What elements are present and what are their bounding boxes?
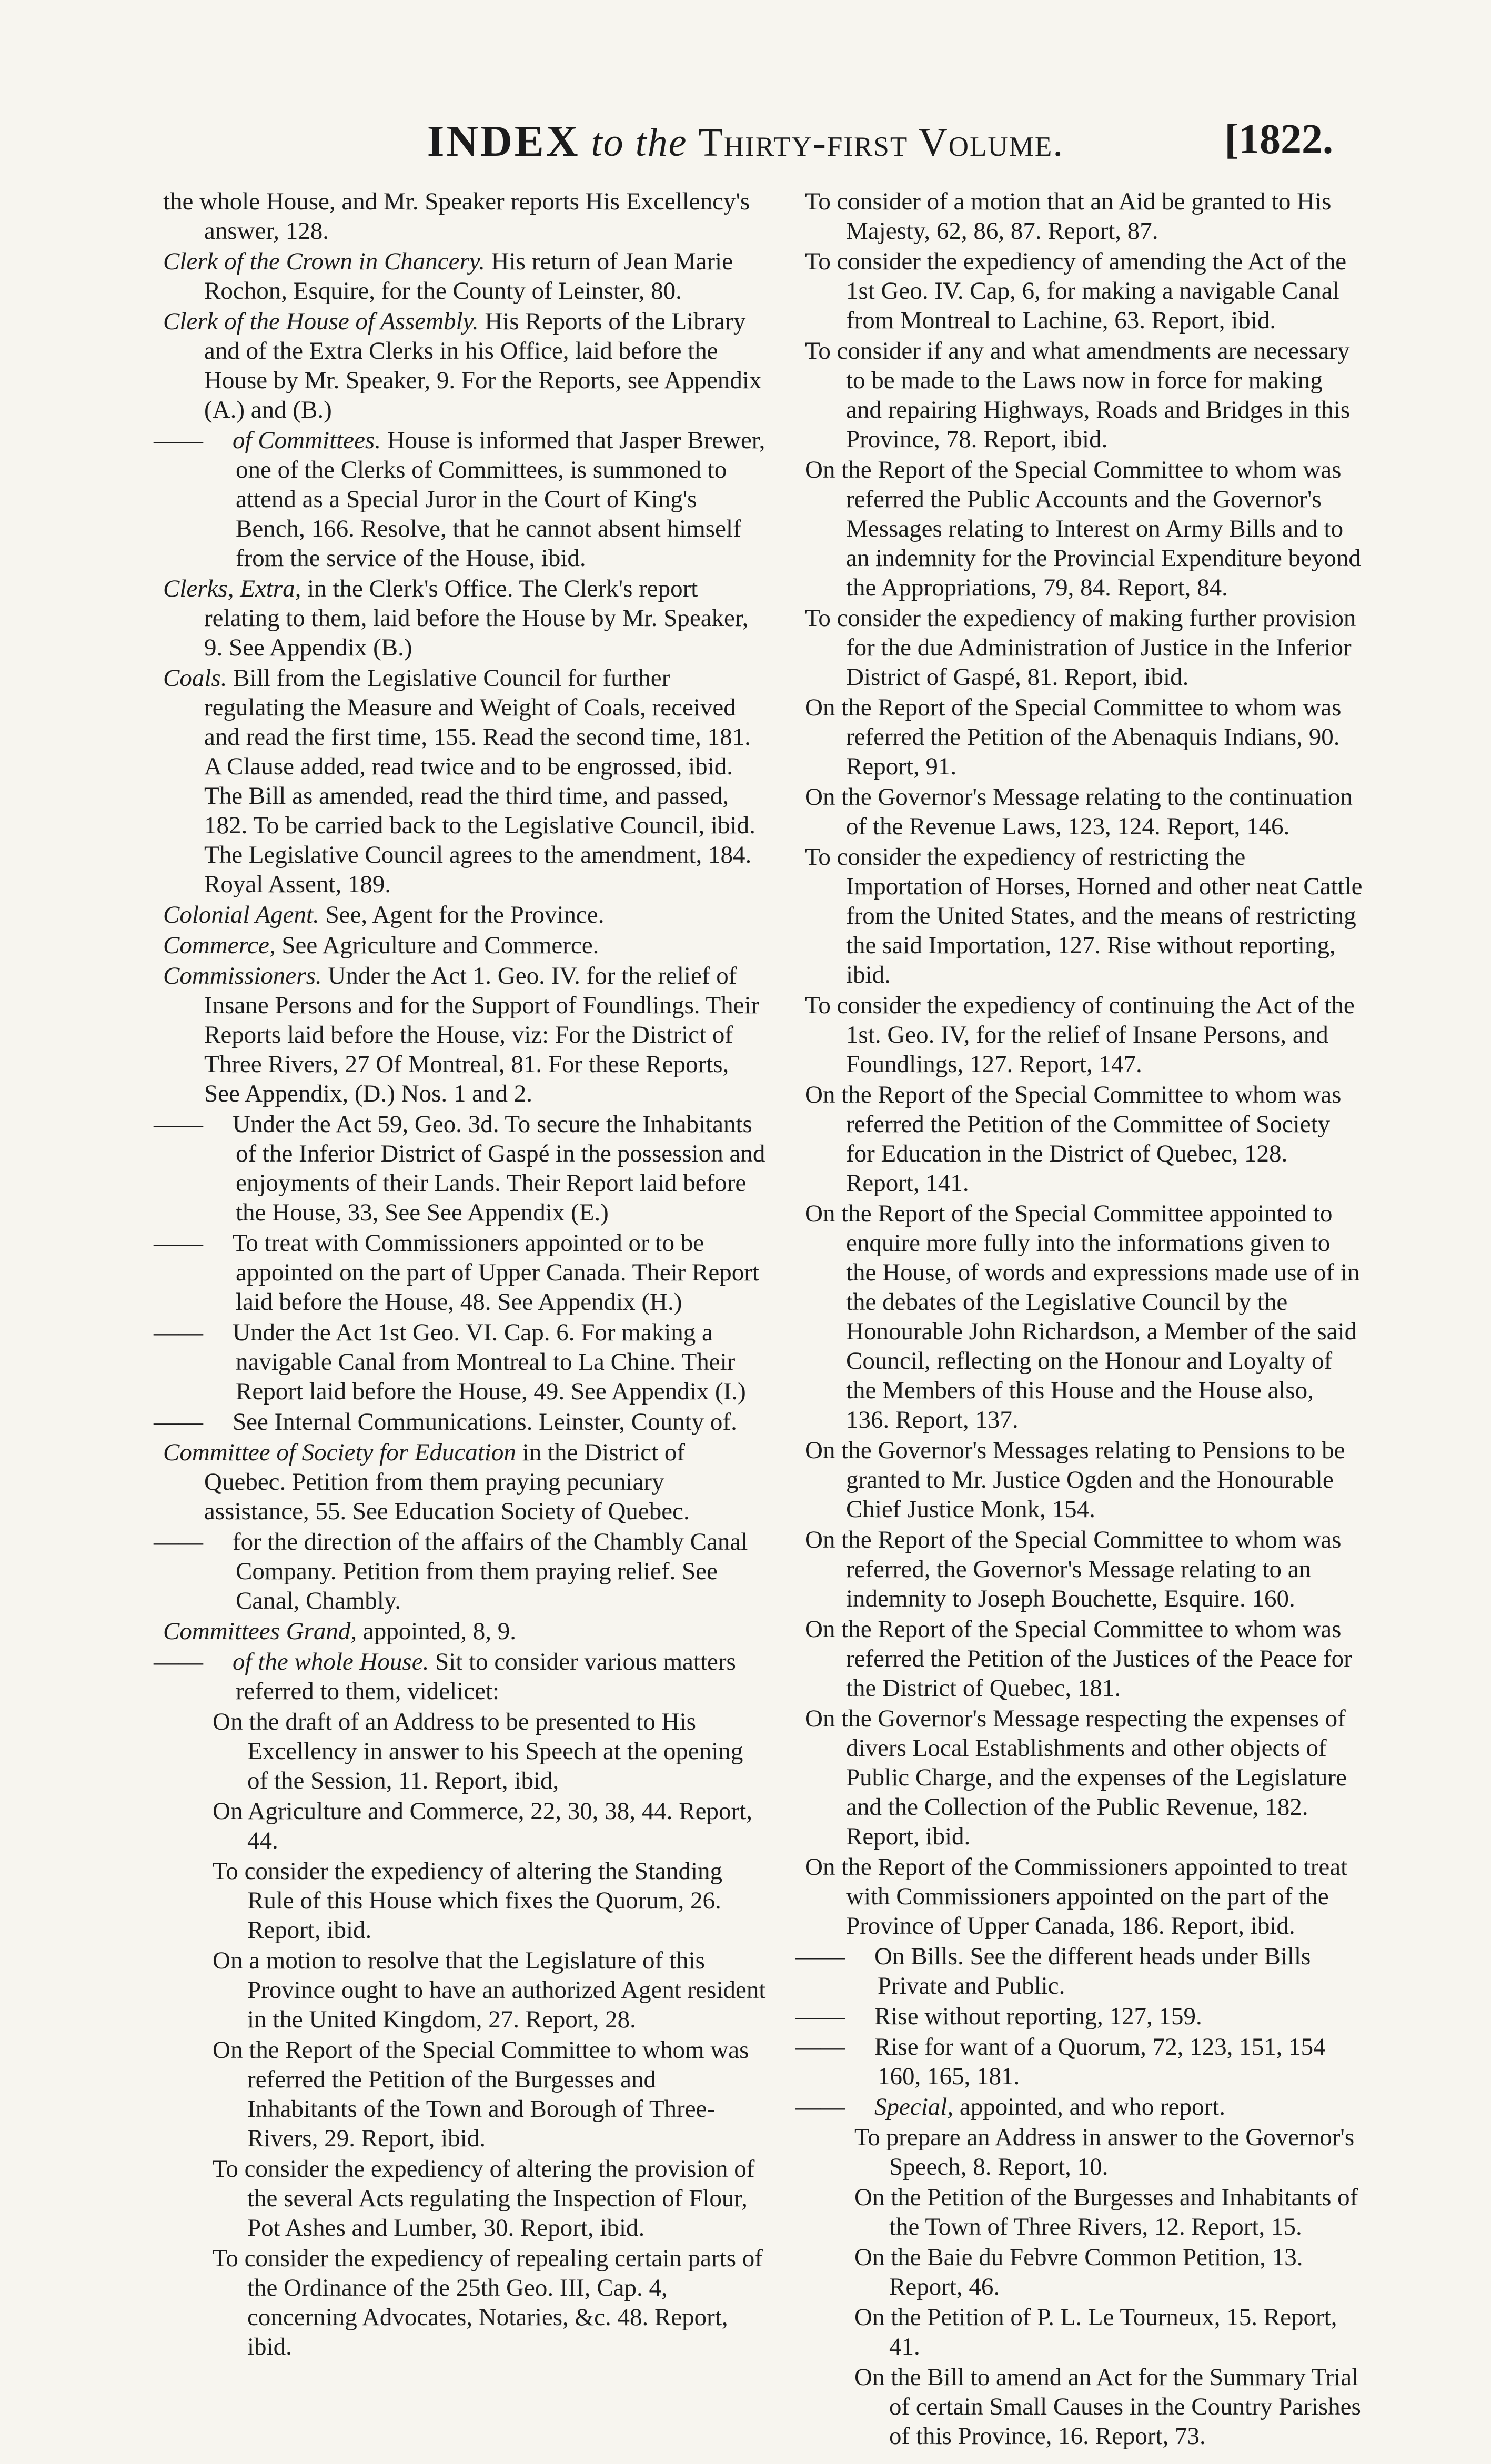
index-entry <box>163 1617 768 1646</box>
index-entry <box>805 603 1363 692</box>
entry-heading: Committees Grand, <box>163 1618 357 1645</box>
index-entry <box>805 247 1363 335</box>
entry-text: On the Governor's Messages relating to Pensions to be granted to Mr. Justice Ogden and the Honourable Chief Justice Monk, 154. <box>805 1437 1345 1523</box>
entry-text: On Bills. See the different heads under Bills Private and Public. <box>874 1943 1311 2000</box>
entry-dash: —— <box>154 1528 203 1556</box>
title-to-the: to the <box>591 120 688 165</box>
entry-heading: Clerks, Extra, <box>163 575 301 602</box>
index-entry <box>154 1527 768 1615</box>
index-entry <box>163 663 768 899</box>
index-entry <box>805 1704 1363 1851</box>
entry-text: On the Report of the Special Committee to whom was referred the Petition of the Committee of Society for Education in the District of Quebec, 128. Report, 141. <box>805 1081 1342 1197</box>
index-entry <box>805 2303 1363 2361</box>
index-entry <box>805 991 1363 1079</box>
entry-text: To consider the expediency of altering the Standing Rule of this House which fixes the Quorum, 26. Report, ibid. <box>213 1857 723 1944</box>
index-entry <box>795 2092 1363 2122</box>
entry-text: To consider if any and what amendments are necessary to be made to the Laws now in force for making and repairing Highways, Roads and Bridges in this Province, 78. Report, ibid. <box>805 337 1351 453</box>
entry-text: On the Governor's Message relating to the continuation of the Revenue Laws, 123, 124. Report, 146. <box>805 783 1353 840</box>
entry-dash: —— <box>154 427 203 454</box>
index-entry <box>163 2035 768 2153</box>
entry-heading: Special, <box>874 2093 954 2120</box>
entry-text: On the Governor's Message respecting the expenses of divers Local Establishments and other objects of Public Charge, and the expenses of the Legislature and the Collection of the Public Revenue, 182. Report, ibid. <box>805 1705 1347 1850</box>
index-entry <box>163 1946 768 2034</box>
entry-text: On the Report of the Special Committee to whom was referred the Petition of the Abenaquis Indians, 90. Report, 91. <box>805 694 1342 780</box>
entry-text: On Agriculture and Commerce, 22, 30, 38, 44. Report, 44. <box>213 1797 752 1854</box>
entry-dash: —— <box>795 2033 845 2061</box>
entry-text: His return of Jean Marie Rochon, Esquire, for the County of Leinster, 80. <box>204 248 733 305</box>
index-entry <box>163 1856 768 1945</box>
index-entry <box>805 1525 1363 1613</box>
entry-text: Rise for want of a Quorum, 72, 123, 151, 154 160, 165, 181. <box>874 2033 1326 2090</box>
index-entry <box>805 2362 1363 2451</box>
index-entry <box>163 307 768 425</box>
index-entry <box>805 187 1363 246</box>
entry-heading: Committee of Society for Education <box>163 1439 516 1466</box>
entry-dash: —— <box>795 2093 845 2120</box>
index-entry <box>154 1407 768 1437</box>
index-entry <box>163 247 768 306</box>
index-entry <box>805 1080 1363 1198</box>
entry-text: Under the Act 1. Geo. IV. for the relief of Insane Persons and for the Support of Foundlings. Their Reports laid before the House, viz: For the District of Three Rivers, 27 Of Montreal, 81. For these Reports, See Appendix, (D.) Nos. 1 and 2. <box>204 962 760 1107</box>
index-entry <box>163 1796 768 1855</box>
index-entry <box>805 2243 1363 2301</box>
index-entry <box>154 1228 768 1317</box>
index-entry <box>163 187 768 246</box>
entry-text: House is informed that Jasper Brewer, one of the Clerks of Committees, is summoned to attend as a Special Juror in the Court of King's Bench, 166. Resolve, that he cannot absent himself from the service of the House, ibid. <box>236 427 765 572</box>
index-entry <box>163 931 768 960</box>
right-column <box>795 187 1363 2452</box>
entry-dash: —— <box>795 1943 845 1970</box>
entry-dash: —— <box>154 1319 203 1346</box>
entry-text: To consider the expediency of continuing the Act of the 1st. Geo. IV, for the relief of Insane Persons, and Foundlings, 127. Report, 147. <box>805 992 1355 1078</box>
index-entry <box>795 2002 1363 2031</box>
index-entry <box>805 693 1363 781</box>
index-entry <box>795 2032 1363 2091</box>
entry-text: On the Report of the Commissioners appointed to treat with Commissioners appointed on the part of the Province of Upper Canada, 186. Report, ibid. <box>805 1853 1348 1940</box>
entry-text: On the draft of an Address to be presented to His Excellency in answer to his Speech at the opening of the Session, 11. Report, ibid, <box>213 1708 743 1794</box>
index-entry <box>163 1707 768 1795</box>
index-entry <box>805 455 1363 602</box>
entry-text: Under the Act 59, Geo. 3d. To secure the Inhabitants of the Inferior District of Gaspé in the possession and enjoyments of their Lands. Their Report laid before the House, 33, See See Appendix (E.) <box>233 1110 765 1226</box>
entry-text: Bill from the Legislative Council for further regulating the Measure and Weight of Coals, received and read the first time, 155. Read the second time, 181. A Clause added, read twice and to be engrossed, ibid. The Bill as amended, read the third time, and passed, 182. To be carried back to the Legislative Council, ibid. The Legislative Council agrees to the amendment, 184. Royal Assent, 189. <box>204 664 755 898</box>
index-entry <box>154 426 768 573</box>
entry-text: On the Report of the Special Committee to whom was referred the Petition of the Justices of the Peace for the District of Quebec, 181. <box>805 1615 1352 1702</box>
entry-text: Sit to consider various matters referred to them, videlicet: <box>236 1648 736 1705</box>
entry-heading: Clerk of the Crown in Chancery. <box>163 248 485 275</box>
entry-heading: Coals. <box>163 664 227 692</box>
index-entry <box>163 574 768 662</box>
entry-text: To consider the expediency of repealing certain parts of the Ordinance of the 25th Geo. III, Cap. 4, concerning Advocates, Notaries, &c. 48. Report, ibid. <box>213 2245 763 2360</box>
entry-heading: Colonial Agent. <box>163 901 319 928</box>
index-entry <box>805 1436 1363 1524</box>
entry-heading: Commissioners. <box>163 962 322 989</box>
entry-text: On the Baie du Febvre Common Petition, 13. Report, 46. <box>854 2244 1303 2300</box>
index-entry <box>805 1614 1363 1703</box>
entry-heading: Commerce, <box>163 932 276 959</box>
index-entry <box>163 900 768 930</box>
index-entry <box>154 1109 768 1227</box>
entry-text: On the Report of the Special Committee to whom was referred, the Governor's Message relating to an indemnity to Joseph Bouchette, Esquire. 160. <box>805 1526 1342 1612</box>
entry-dash: —— <box>795 2003 845 2030</box>
index-entry <box>805 336 1363 454</box>
title-volume: Thirty-first Volume. <box>698 120 1064 165</box>
index-entry <box>805 842 1363 989</box>
title-index: INDEX <box>427 117 580 166</box>
entry-text: On the Petition of P. L. Le Tourneux, 15. Report, 41. <box>854 2304 1337 2360</box>
entry-text: Under the Act 1st Geo. VI. Cap. 6. For making a navigable Canal from Montreal to La Chine. Their Report laid before the House, 49. See Appendix (I.) <box>233 1319 746 1405</box>
entry-text: To prepare an Address in answer to the Governor's Speech, 8. Report, 10. <box>854 2124 1355 2180</box>
entry-text: in the Clerk's Office. The Clerk's report relating to them, laid before the House by Mr. Speaker, 9. See Appendix (B.) <box>204 575 749 661</box>
entry-dash: —— <box>154 1229 203 1257</box>
entry-text: See, Agent for the Province. <box>325 901 605 928</box>
entry-text: See Agriculture and Commerce. <box>281 932 599 959</box>
entry-text: On the Petition of the Burgesses and Inhabitants of the Town of Three Rivers, 12. Report, 15. <box>854 2184 1358 2240</box>
page-header <box>0 116 1491 174</box>
entry-text: His Reports of the Library and of the Extra Clerks in his Office, laid before the House by Mr. Speaker, 9. For the Reports, see Appendix (A.) and (B.) <box>204 308 762 423</box>
index-entry <box>154 1647 768 1706</box>
page-year: [1822. <box>1224 116 1333 163</box>
entry-text: To consider the expediency of making further provision for the due Administration of Justice in the Inferior District of Gaspé, 81. Report, ibid. <box>805 604 1356 691</box>
index-entry <box>795 1942 1363 2001</box>
entry-text: for the direction of the affairs of the Chambly Canal Company. Petition from them praying relief. See Canal, Chambly. <box>233 1528 748 1614</box>
index-entry <box>805 1199 1363 1435</box>
index-entry <box>163 2154 768 2243</box>
entry-text: On the Report of the Special Committee appointed to enquire more fully into the informations given to the House, of words and expressions made use of in the debates of the Legislative Council by the Honourable John Richardson, a Member of the said Council, reflecting on the Honour and Loyalty of the Members of this House and the House also, 136. Report, 137. <box>805 1200 1360 1433</box>
entry-heading: Clerk of the House of Assembly. <box>163 308 479 335</box>
entry-text: To consider the expediency of amending the Act of the 1st Geo. IV. Cap, 6, for making a navigable Canal from Montreal to Lachine, 63. Report, ibid. <box>805 248 1347 334</box>
entry-text: in the District of Quebec. Petition from them praying pecuniary assistance, 55. See Education Society of Quebec. <box>204 1439 690 1525</box>
entry-text: To treat with Commissioners appointed or to be appointed on the part of Upper Canada. Their Report laid before the House, 48. See Appendix (H.) <box>233 1229 759 1316</box>
entry-dash: —— <box>154 1110 203 1138</box>
entry-heading: of Committees. <box>233 427 381 454</box>
entry-dash: —— <box>154 1648 203 1675</box>
index-entry <box>805 1852 1363 1941</box>
left-column <box>154 187 768 2362</box>
entry-heading: of the whole House. <box>233 1648 429 1675</box>
entry-text: the whole House, and Mr. Speaker reports His Excellency's answer, 128. <box>163 188 750 245</box>
index-entry <box>154 1318 768 1406</box>
entry-text: Rise without reporting, 127, 159. <box>874 2003 1202 2030</box>
entry-text: To consider the expediency of altering the provision of the several Acts regulating the Inspection of Flour, Pot Ashes and Lumber, 30. Report, ibid. <box>213 2155 755 2241</box>
index-entry <box>805 2183 1363 2241</box>
entry-text: To consider of a motion that an Aid be granted to His Majesty, 62, 86, 87. Report, 87. <box>805 188 1332 245</box>
index-entry <box>805 2123 1363 2182</box>
entry-text: To consider the expediency of restricting the Importation of Horses, Horned and other neat Cattle from the United States, and the means of restricting the said Importation, 127. Rise without reporting, ibid. <box>805 843 1363 988</box>
entry-text: On the Report of the Special Committee to whom was referred the Public Accounts and the Governor's Messages relating to Interest on Army Bills and to an indemnity for the Provincial Expenditure beyond the Appropriations, 79, 84. Report, 84. <box>805 456 1361 601</box>
index-entry <box>163 961 768 1108</box>
entry-dash: —— <box>154 1408 203 1436</box>
entry-text: On the Bill to amend an Act for the Summary Trial of certain Small Causes in the Country Parishes of this Province, 16. Report, 73. <box>854 2364 1361 2450</box>
index-entry <box>163 2244 768 2361</box>
entry-text: appointed, 8, 9. <box>362 1618 516 1645</box>
entry-text: On a motion to resolve that the Legislature of this Province ought to have an authorized Agent resident in the United Kingdom, 27. Report, 28. <box>213 1947 766 2033</box>
entry-text: On the Report of the Special Committee to whom was referred the Petition of the Burgesses and Inhabitants of the Town and Borough of Three-Rivers, 29. Report, ibid. <box>213 2036 749 2152</box>
entry-text: See Internal Communications. Leinster, County of. <box>233 1408 737 1436</box>
index-entry <box>805 782 1363 841</box>
entry-text: appointed, and who report. <box>959 2093 1225 2120</box>
index-entry <box>163 1438 768 1526</box>
